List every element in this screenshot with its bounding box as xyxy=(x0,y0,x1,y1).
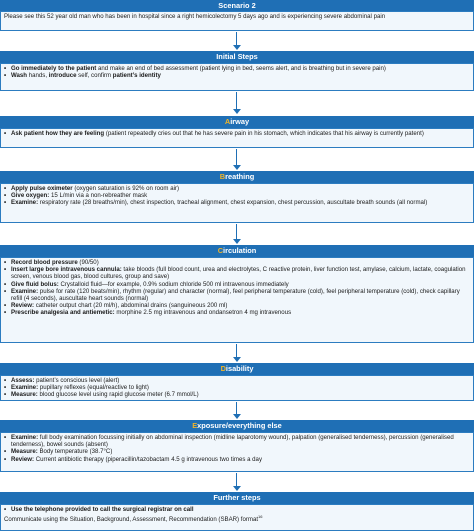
further-steps-title: Further steps xyxy=(213,493,261,502)
breathing-header xyxy=(0,171,474,183)
disability-header xyxy=(0,363,474,375)
list-item: • Give oxygen: 15 L/min via a non-rebreather mask xyxy=(4,192,470,199)
initial-steps-title: Initial Steps xyxy=(216,52,258,61)
further-steps-box xyxy=(0,504,474,531)
exposure-title: xposure/everything else xyxy=(197,421,282,430)
circulation-title: irculation xyxy=(223,246,257,255)
flow-arrow xyxy=(233,92,241,114)
list-item: • Use the telephone provided to call the surgical registrar on call xyxy=(4,506,470,513)
list-item: • Prescribe analgesia and antiemetic: morphine 2.5 mg intravenous and ondansetron 4 mg intravenous xyxy=(4,309,470,316)
flow-arrow xyxy=(233,149,241,170)
disability-accent-letter: D xyxy=(220,364,226,373)
list-item: • Record blood pressure (90/50) xyxy=(4,259,470,266)
list-item: Communicate using the Situation, Background, Assessment, Recommendation (SBAR) format$^{16}$ xyxy=(4,514,263,524)
airway-header xyxy=(0,116,474,128)
list-item: • Measure: Body temperature (38.7°C) xyxy=(4,448,470,455)
list-item: • Ask patient how they are feeling (patient repeatedly cries out that he has severe pain in his stomach, which indicates that his airway is currently patent) xyxy=(4,130,470,137)
scenario-text: Please see this 52 year old man who has been in hospital since a right hemicolectomy 5 days ago and is experiencing severe abdominal pain xyxy=(4,13,386,20)
flow-arrow xyxy=(233,344,241,362)
list-item: • Give fluid bolus: Crystalloid fluid—for example, 0.9% sodium chloride 500 ml intravenous immediately xyxy=(4,281,470,288)
list-item: • Go immediately to the patient and make an end of bed assessment (patient lying in bed, seems alert, and is breathing but in severe pain) xyxy=(4,65,470,72)
list-item: • Review: catheter output chart (20 ml/h), abdominal drains (sanguineous 200 ml) xyxy=(4,302,470,309)
breathing-box xyxy=(0,183,474,223)
list-item: • Measure: blood glucose level using rapid glucose meter (6.7 mmol/L) xyxy=(4,391,470,398)
scenario-box xyxy=(0,11,474,31)
initial-steps-header xyxy=(0,51,474,63)
list-item: • Review: Current antibiotic therapy (piperacillin/tazobactam 4.5 g intravenous two times a day xyxy=(4,456,470,463)
airway-title: irway xyxy=(230,117,250,126)
flow-arrow xyxy=(233,473,241,491)
flow-arrow xyxy=(233,402,241,419)
exposure-box xyxy=(0,432,474,472)
exposure-accent-letter: E xyxy=(192,421,198,430)
breathing-accent-letter: B xyxy=(219,172,226,181)
breathing-title: reathing xyxy=(225,172,255,181)
scenario-title: Scenario 2 xyxy=(218,1,256,10)
disability-box xyxy=(0,375,474,401)
list-item: • Assess: patient’s conscious level (alert) xyxy=(4,377,470,384)
airway-box xyxy=(0,128,474,148)
scenario-header xyxy=(0,0,474,11)
circulation-accent-letter: C xyxy=(217,246,224,255)
airway-accent-letter: A xyxy=(224,117,231,126)
list-item: • Wash hands, introduce self, confirm patient’s identity xyxy=(4,72,470,79)
flow-arrow xyxy=(233,32,241,50)
circulation-header xyxy=(0,245,474,257)
disability-title: isability xyxy=(225,364,254,373)
list-item: • Insert large bore intravenous cannula: take bloods (full blood count, urea and electrolytes, C reactive protein, liver function test, amylase, calcium, lactate, coagulation screen, venous blood gas, blood cultures, group and save) xyxy=(4,266,470,280)
list-item: • Examine: respiratory rate (28 breaths/min), chest inspection, tracheal alignment, chest expansion, chest percussion, auscultate breath sounds (all normal) xyxy=(4,199,470,206)
list-item: • Apply pulse oximeter (oxygen saturation is 92% on room air) xyxy=(4,185,470,192)
exposure-header xyxy=(0,420,474,432)
flow-arrow xyxy=(233,224,241,244)
list-item: • Examine: pupillary reflexes (equal/reactive to light) xyxy=(4,384,470,391)
circulation-box xyxy=(0,257,474,343)
initial-steps-box xyxy=(0,63,474,91)
list-item: • Examine: pulse for rate (120 beats/min), rhythm (regular) and character (normal), feel peripheral temperature (cold), feel peripheral temperature (cold), check capillary refill (4 seconds), auscultate heart sounds (normal) xyxy=(4,288,470,302)
list-item: • Examine: full body examination focussing initially on abdominal inspection (midline laparotomy wound), palpation (generalised tenderness), percussion (generalised tenderness), bowel sounds (absent) xyxy=(4,434,470,448)
further-steps-header xyxy=(0,492,474,504)
